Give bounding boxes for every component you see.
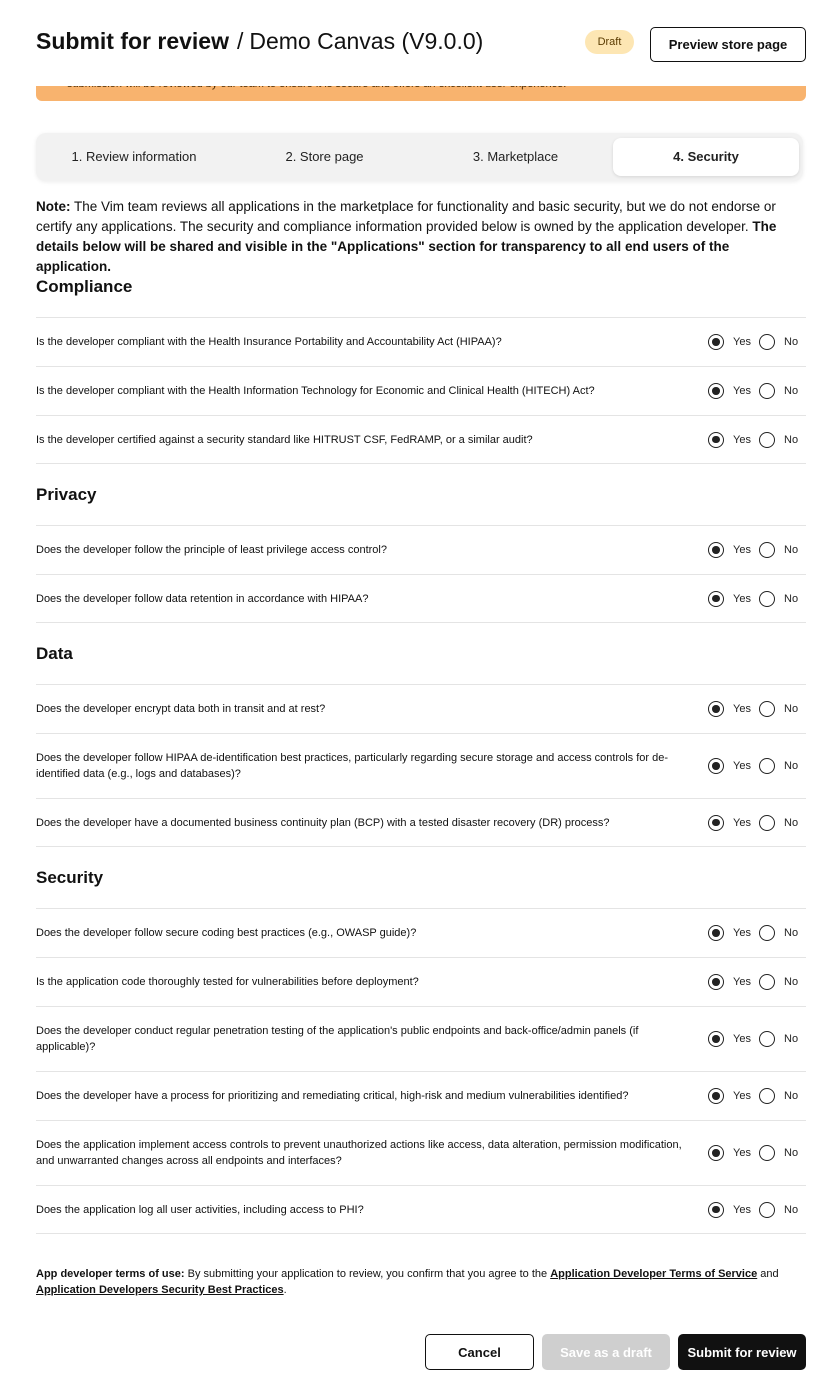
page-title bbox=[36, 28, 483, 55]
question-row bbox=[36, 908, 806, 957]
question-row bbox=[36, 317, 806, 366]
question-text: Does the developer follow the principle of least privilege access control? bbox=[36, 544, 387, 556]
radio-yes[interactable] bbox=[708, 1145, 756, 1161]
radio-circle-icon bbox=[759, 1088, 775, 1104]
radio-circle-icon bbox=[708, 334, 724, 350]
note-prefix: Note: bbox=[36, 199, 71, 214]
note-body: The Vim team reviews all applications in the marketplace for functionality and basic security, but we do not endorse or certify any applications. The security and compliance information provided below is owned by the application developer. bbox=[36, 199, 776, 234]
radio-circle-icon bbox=[759, 1031, 775, 1047]
question-row bbox=[36, 1185, 806, 1234]
question-text: Does the developer have a documented business continuity plan (BCP) with a tested disaster recovery (DR) process? bbox=[36, 816, 610, 829]
radio-no[interactable] bbox=[759, 591, 803, 607]
security-note bbox=[36, 197, 806, 277]
radio-label: No bbox=[784, 385, 799, 397]
radio-circle-icon bbox=[759, 925, 775, 941]
terms-of-service-link[interactable]: Application Developer Terms of Service bbox=[550, 1268, 758, 1280]
tab-security[interactable]: 4. Security bbox=[613, 138, 799, 176]
radio-circle-icon bbox=[708, 925, 724, 941]
question-text: Does the developer follow data retention in accordance with HIPAA? bbox=[36, 592, 369, 605]
radio-label: Yes bbox=[733, 1203, 751, 1216]
radio-circle-icon bbox=[708, 815, 724, 831]
radio-circle-icon bbox=[708, 701, 724, 717]
radio-label: No bbox=[784, 927, 799, 939]
radio-label: No bbox=[784, 816, 799, 829]
tab-review-information[interactable]: 1. Review information bbox=[71, 149, 197, 164]
section-title-compliance: Compliance bbox=[36, 277, 133, 296]
radio-circle-icon bbox=[708, 974, 724, 990]
step-tabs bbox=[36, 133, 803, 181]
radio-label: Yes bbox=[733, 760, 751, 772]
radio-yes[interactable] bbox=[708, 1202, 756, 1218]
question-text: Does the developer have a process for prioritizing and remediating critical, high-risk and medium vulnerabilities identified? bbox=[36, 1090, 629, 1102]
radio-label: No bbox=[784, 703, 799, 715]
radio-no[interactable] bbox=[759, 432, 803, 448]
question-text: Does the developer follow HIPAA de-identification best practices, particularly regarding secure storage and access controls for de-identified data (e.g., logs and databases)? bbox=[36, 752, 669, 780]
question-text: Does the application log all user activities, including access to PHI? bbox=[36, 1203, 364, 1216]
title-text: Submit for review bbox=[36, 28, 229, 54]
security-best-practices-link[interactable]: Application Developers Security Best Practices bbox=[36, 1284, 284, 1296]
radio-circle-icon bbox=[708, 1145, 724, 1161]
radio-circle-icon bbox=[759, 758, 775, 774]
save-draft-button[interactable]: Save as a draft bbox=[542, 1334, 670, 1370]
radio-label: Yes bbox=[733, 927, 751, 939]
question-text: Is the developer certified against a security standard like HITRUST CSF, FedRAMP, or a similar audit? bbox=[36, 433, 533, 446]
radio-circle-icon bbox=[708, 591, 724, 607]
radio-label: Yes bbox=[733, 433, 751, 446]
radio-yes[interactable] bbox=[708, 432, 756, 448]
radio-label: No bbox=[784, 1147, 799, 1159]
submit-for-review-button[interactable]: Submit for review bbox=[678, 1334, 806, 1370]
question-text: Does the application implement access controls to prevent unauthorized actions like access, data alteration, permission modification, and unwarranted changes across all endpoints and interfaces? bbox=[36, 1139, 682, 1167]
terms-label: App developer terms of use: bbox=[36, 1268, 185, 1280]
radio-no[interactable] bbox=[759, 334, 803, 350]
question-text: Is the developer compliant with the Health Insurance Portability and Accountability Act (HIPAA)? bbox=[36, 336, 502, 348]
radio-no[interactable] bbox=[759, 815, 803, 831]
radio-no[interactable] bbox=[759, 542, 803, 558]
radio-circle-icon bbox=[759, 1145, 775, 1161]
radio-circle-icon bbox=[759, 334, 775, 350]
radio-circle-icon bbox=[759, 591, 775, 607]
radio-label: No bbox=[784, 1090, 799, 1102]
radio-label: Yes bbox=[733, 544, 751, 556]
app-name: Demo Canvas (V9.0.0) bbox=[249, 28, 484, 54]
radio-label: Yes bbox=[733, 703, 751, 715]
radio-yes[interactable] bbox=[708, 758, 756, 774]
radio-circle-icon bbox=[759, 701, 775, 717]
radio-label: No bbox=[784, 1033, 799, 1045]
radio-no[interactable] bbox=[759, 1145, 803, 1161]
tab-store-page[interactable]: 2. Store page bbox=[285, 149, 364, 164]
question-row bbox=[36, 1120, 806, 1185]
radio-label: No bbox=[784, 1203, 799, 1216]
radio-circle-icon bbox=[759, 383, 775, 399]
radio-label: Yes bbox=[733, 336, 751, 348]
question-row bbox=[36, 1071, 806, 1120]
radio-no[interactable] bbox=[759, 925, 803, 941]
radio-label: No bbox=[784, 976, 799, 988]
radio-circle-icon bbox=[759, 542, 775, 558]
radio-yes[interactable] bbox=[708, 591, 756, 607]
radio-circle-icon bbox=[708, 1202, 724, 1218]
question-text: Does the developer follow secure coding best practices (e.g., OWASP guide)? bbox=[36, 927, 417, 939]
radio-no[interactable] bbox=[759, 383, 803, 399]
question-row bbox=[36, 1006, 806, 1071]
terms-end: . bbox=[283, 1284, 287, 1296]
radio-no[interactable] bbox=[759, 1088, 803, 1104]
question-row bbox=[36, 684, 806, 733]
radio-label: No bbox=[784, 433, 799, 446]
question-text: Is the application code thoroughly tested for vulnerabilities before deployment? bbox=[36, 976, 419, 988]
question-text: Is the developer compliant with the Health Information Technology for Economic and Clinical Health (HITECH) Act? bbox=[36, 385, 595, 397]
radio-no[interactable] bbox=[759, 1031, 803, 1047]
radio-yes[interactable] bbox=[708, 383, 756, 399]
tab-marketplace[interactable]: 3. Marketplace bbox=[472, 149, 559, 164]
radio-yes[interactable] bbox=[708, 974, 756, 990]
question-text: Does the developer encrypt data both in transit and at rest? bbox=[36, 703, 326, 715]
radio-label: No bbox=[784, 336, 799, 348]
radio-no[interactable] bbox=[759, 974, 803, 990]
note-bold-suffix: The details below will be shared and visible in the "Applications" section for transparency to all end users of the application. bbox=[36, 219, 777, 274]
radio-label: Yes bbox=[733, 816, 751, 829]
section-title-privacy: Privacy bbox=[36, 485, 97, 504]
question-row bbox=[36, 798, 806, 847]
radio-circle-icon bbox=[708, 432, 724, 448]
radio-yes[interactable] bbox=[708, 815, 756, 831]
page-header bbox=[0, 0, 834, 86]
question-row bbox=[36, 957, 806, 1006]
radio-circle-icon bbox=[708, 758, 724, 774]
preview-store-page-button[interactable]: Preview store page bbox=[650, 27, 806, 62]
radio-label: No bbox=[784, 544, 799, 556]
radio-yes[interactable] bbox=[708, 1088, 756, 1104]
radio-label: Yes bbox=[733, 1033, 751, 1045]
section-title-data: Data bbox=[36, 644, 73, 663]
terms-text: By submitting your application to review, you confirm that you agree to the bbox=[184, 1268, 551, 1280]
radio-circle-icon bbox=[708, 1088, 724, 1104]
question-text: Does the developer conduct regular penetration testing of the application's public endpoints and back-office/admin panels (if applicable)? bbox=[36, 1025, 639, 1053]
radio-yes[interactable] bbox=[708, 925, 756, 941]
radio-yes[interactable] bbox=[708, 1031, 756, 1047]
radio-circle-icon bbox=[759, 1202, 775, 1218]
radio-label: Yes bbox=[733, 1090, 751, 1102]
radio-no[interactable] bbox=[759, 1202, 803, 1218]
radio-circle-icon bbox=[759, 974, 775, 990]
radio-yes[interactable] bbox=[708, 542, 756, 558]
question-row bbox=[36, 415, 806, 464]
radio-yes[interactable] bbox=[708, 334, 756, 350]
section-title-security: Security bbox=[36, 868, 104, 887]
radio-circle-icon bbox=[708, 542, 724, 558]
radio-label: Yes bbox=[733, 1147, 751, 1159]
terms-and: and bbox=[757, 1268, 779, 1280]
cancel-button[interactable]: Cancel bbox=[425, 1334, 534, 1370]
radio-no[interactable] bbox=[759, 758, 803, 774]
radio-label: Yes bbox=[733, 976, 751, 988]
question-row bbox=[36, 525, 806, 574]
radio-label: Yes bbox=[733, 385, 751, 397]
radio-label: No bbox=[784, 760, 799, 772]
status-badge: Draft bbox=[585, 30, 634, 54]
radio-label: No bbox=[784, 592, 799, 605]
radio-yes[interactable] bbox=[708, 701, 756, 717]
terms-of-use bbox=[36, 1266, 806, 1298]
radio-circle-icon bbox=[708, 1031, 724, 1047]
radio-label: Yes bbox=[733, 592, 751, 605]
radio-circle-icon bbox=[759, 432, 775, 448]
radio-no[interactable] bbox=[759, 701, 803, 717]
title-separator: / bbox=[236, 28, 244, 54]
question-row bbox=[36, 574, 806, 623]
question-row bbox=[36, 366, 806, 415]
radio-circle-icon bbox=[708, 383, 724, 399]
question-row bbox=[36, 733, 806, 798]
radio-circle-icon bbox=[759, 815, 775, 831]
